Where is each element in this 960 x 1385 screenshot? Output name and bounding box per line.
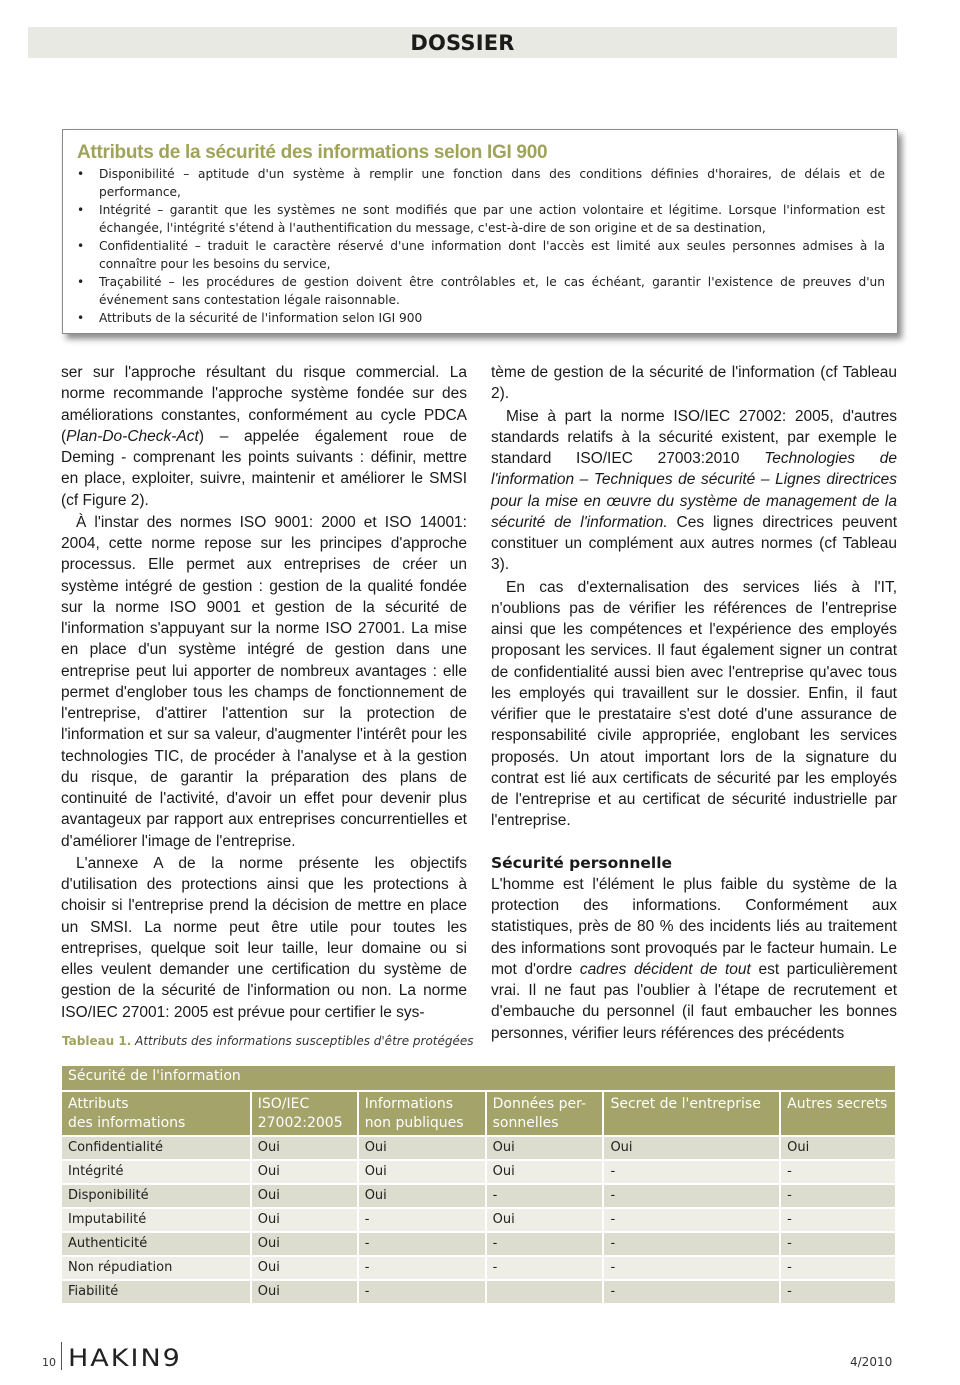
list-item: • Intégrité – garantit que les systèmes ne sont modifiés que par une action volontaire et légitime. Lorsque l'information est échangée, l'intégrité s'étend à l'authentification du message, c'est-à-dire de son origine et de sa destination, <box>77 203 885 235</box>
paragraph: À l'instar des normes ISO 9001: 2000 et ISO 14001: 2004, cette norme repose sur les principes d'approche processus. Elle permet aux entreprises de créer un système intégré de gestion : gestion de la qualité fondée sur la norme ISO 9001 et gestion de la sécurité de l'information s'appuyant sur la norme ISO 27001. La mise en place d'un système intégré de gestion dans une entreprise peut lui apporter de nombreux avantages : elle permet d'englober tous les champs de fonctionnement de l'entreprise, d'attirer l'attention sur la protection de l'information et sur sa valeur, d'augmenter l'intérêt pour les technologies TIC, de procéder à l'analyse et à la gestion du risque, de garantir la préparation des plans de continuité de l'activité, d'avoir un effet pour devenir plus avantageux par rapport aux entreprises concurrentielles et d'améliorer l'image de l'entreprise. <box>61 513 467 850</box>
table-cell: Oui <box>251 1232 358 1256</box>
column-header: ISO/IEC 27002:2005 <box>251 1091 358 1136</box>
table-row <box>62 1280 896 1304</box>
list-item: • Confidentialité – traduit le caractère réservé d'une information dont l'accès est limité aux seules personnes admises à la connaître pour les besoins du service, <box>77 239 885 271</box>
column-header: Autres secrets <box>780 1091 896 1136</box>
attributes-list <box>77 165 885 327</box>
bullet-icon: • <box>77 239 85 253</box>
table-cell: - <box>780 1232 896 1256</box>
hakin9-logo: HAKIN9 <box>68 1344 182 1373</box>
table-cell: - <box>780 1208 896 1232</box>
table-caption-label: Tableau 1. <box>62 1034 132 1048</box>
left-text-column <box>61 362 467 1024</box>
table-cell: Intégrité <box>62 1160 251 1184</box>
table-cell: Oui <box>358 1184 486 1208</box>
table-cell: - <box>603 1160 780 1184</box>
table-cell: - <box>486 1256 604 1280</box>
table-cell: Oui <box>358 1160 486 1184</box>
page-number: 10 <box>42 1356 56 1369</box>
table-cell: Disponibilité <box>62 1184 251 1208</box>
table-cell: Oui <box>486 1136 604 1160</box>
table-cell: - <box>603 1184 780 1208</box>
section-heading: Sécurité personnelle <box>491 853 673 872</box>
table-row <box>62 1136 896 1160</box>
table-cell: Oui <box>603 1136 780 1160</box>
paragraph: En cas d'externalisation des services liés à l'IT, n'oublions pas de vérifier les références de l'entreprise ainsi que les compétences et l'expérience des employés proposant les services. Il faut également signer un contrat de confidentialité aussi bien avec l'entreprise qu'avec tous les employés qui travaillent sur le dossier. Enfin, il faut vérifier que le prestataire s'est doté d'une assurance de responsabilité civile appropriée, englobant les services proposés. Un atout important lors de la signature du contrat est lié aux certificats de sécurité par les employés de l'entreprise et au certificat de sécurité industrielle par l'entreprise. <box>491 578 897 830</box>
table-cell: Oui <box>780 1136 896 1160</box>
table-cell: - <box>603 1256 780 1280</box>
column-header: Informations non publiques <box>358 1091 486 1136</box>
paragraph: L'annexe A de la norme présente les objectifs d'utilisation des protections ainsi que les protections à choisir si l'entreprise prend la décision de mettre en place un SMSI. La norme peut être utile pour toutes les entreprises, quelque soit leur taille, leur domaine ou si elles veulent demander une certification du système de gestion de la sécurité de l'information ou non. La norme ISO/IEC 27001: 2005 est prévue pour certifier le sys- <box>61 854 467 1021</box>
table-header-row <box>62 1091 896 1136</box>
table-row <box>62 1256 896 1280</box>
list-item: • Disponibilité – aptitude d'un système à remplir une fonction dans des conditions définies d'horaires, de délais et de performance, <box>77 167 885 199</box>
paragraph: Mise à part la norme ISO/IEC 27002: 2005, d'autres standards relatifs à la sécurité existent, par exemple le standard ISO/IEC 27003:2010 Technologies de l'information – Techniques de sécurité – Lignes directrices pour la mise en œuvre du système de management de la sécurité de l'information. Ces lignes directrices peuvent constituer un complément aux autres normes (cf Tableau 3). <box>491 407 898 574</box>
table-row <box>62 1184 896 1208</box>
section-title: DOSSIER <box>410 31 515 55</box>
table-cell: - <box>358 1256 486 1280</box>
table-caption-text: Attributs des informations susceptibles d'être protégées <box>135 1034 474 1048</box>
table-cell: Oui <box>251 1136 358 1160</box>
table-caption <box>62 1034 474 1048</box>
table-cell: Oui <box>251 1256 358 1280</box>
sidebar-box-title: Attributs de la sécurité des informations selon IGI 900 <box>77 142 548 163</box>
table-cell: Oui <box>358 1136 486 1160</box>
table-cell: Non répudiation <box>62 1256 251 1280</box>
bullet-icon: • <box>77 203 85 217</box>
issue-number: 4/2010 <box>850 1355 893 1369</box>
table-cell <box>486 1280 604 1304</box>
table-cell: Authenticité <box>62 1232 251 1256</box>
table-cell: - <box>358 1280 486 1304</box>
table-row <box>62 1208 896 1232</box>
table-cell: - <box>603 1208 780 1232</box>
table-title: Sécurité de l'information <box>62 1066 896 1091</box>
table-cell: Confidentialité <box>62 1136 251 1160</box>
igi900-sidebar-box <box>62 129 898 334</box>
information-attributes-table <box>62 1066 897 1305</box>
list-item: • Attributs de la sécurité de l'information selon IGI 900 <box>77 311 423 325</box>
table-cell: - <box>603 1232 780 1256</box>
table-cell: - <box>358 1232 486 1256</box>
footer-divider <box>61 1342 62 1370</box>
column-header: Données per- sonnelles <box>486 1091 604 1136</box>
table-cell: Fiabilité <box>62 1280 251 1304</box>
bullet-icon: • <box>77 311 85 325</box>
bullet-icon: • <box>77 275 85 289</box>
list-item: • Traçabilité – les procédures de gestion doivent être contrôlables et, le cas échéant, garantir l'existence de preuves d'un événement sans contestation légale raisonnable. <box>77 275 885 307</box>
paragraph: L'homme est l'élément le plus faible du système de la protection des informations. Conformément aux statistiques, près de 80 % des incidents liés au traitement des informations sont provoqués par le facteur humain. Le mot d'ordre cadres décident de tout est particulièrement vrai. Il ne faut pas l'oublier à l'étape de recrutement et d'embauche du personnel (il faut embaucher les bonnes personnes, vérifier leurs références des précédents <box>491 875 897 1042</box>
column-header: Secret de l'entreprise <box>603 1091 780 1136</box>
table-cell: - <box>780 1256 896 1280</box>
table-cell: Oui <box>486 1160 604 1184</box>
table-cell: - <box>780 1280 896 1304</box>
table-row <box>62 1160 896 1184</box>
right-text-column <box>491 362 897 1045</box>
table-cell: Oui <box>251 1208 358 1232</box>
table-cell: Oui <box>251 1280 358 1304</box>
paragraph: tème de gestion de la sécurité de l'information (cf Tableau 2). <box>491 364 897 403</box>
table-cell: Oui <box>251 1184 358 1208</box>
column-header: Attributs des informations <box>62 1091 251 1136</box>
table-cell: Oui <box>486 1208 604 1232</box>
table-cell: Imputabilité <box>62 1208 251 1232</box>
spacer <box>491 833 897 853</box>
table-cell: - <box>780 1184 896 1208</box>
table-cell: - <box>780 1160 896 1184</box>
table-cell: Oui <box>251 1160 358 1184</box>
table-cell: - <box>486 1232 604 1256</box>
table-row <box>62 1232 896 1256</box>
paragraph: ser sur l'approche résultant du risque commercial. La norme recommande l'approche système fondée sur des améliorations constantes, conformément au cycle PDCA (Plan-Do-Check-Act) – appelée également roue de Deming - comprenant les points suivants : définir, mettre en place, exploiter, suivre, maintenir et améliorer le SMSI (cf Figure 2). <box>61 364 467 509</box>
table-cell: - <box>486 1184 604 1208</box>
table-cell: - <box>358 1208 486 1232</box>
bullet-icon: • <box>77 167 85 181</box>
table-title-row <box>62 1066 896 1091</box>
header-bar <box>28 27 897 58</box>
table-cell: - <box>603 1280 780 1304</box>
